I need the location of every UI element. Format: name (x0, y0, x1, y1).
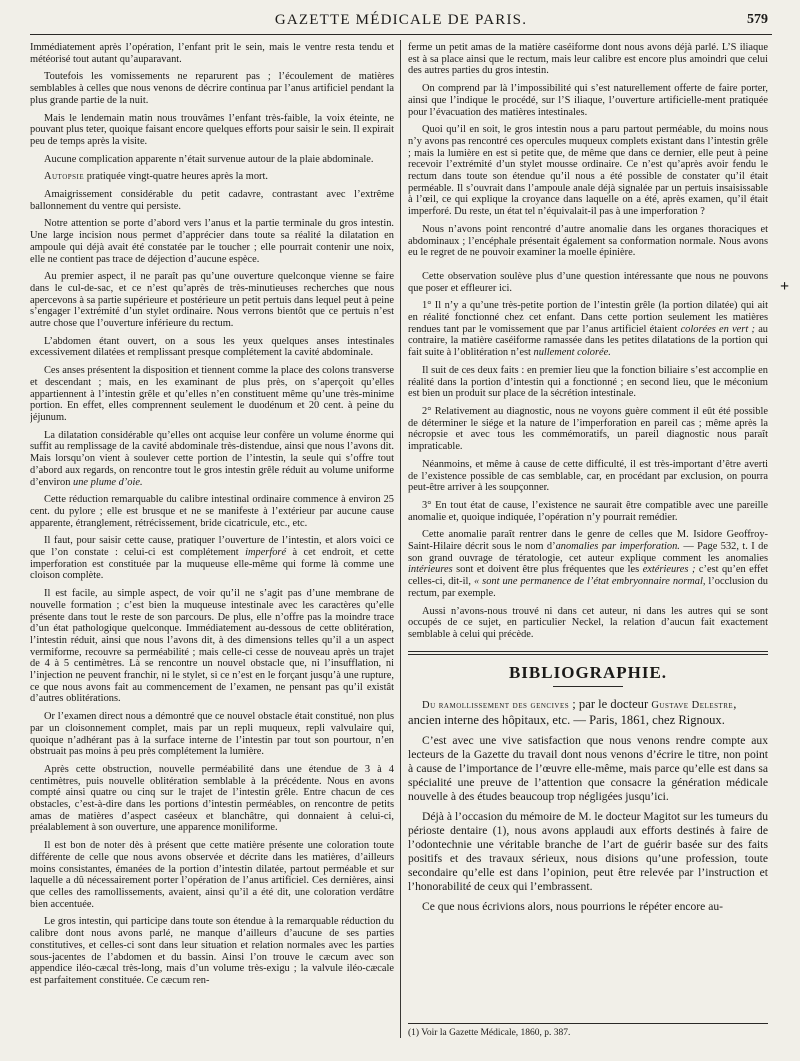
bibliographie-heading: BIBLIOGRAPHIE. (508, 662, 668, 682)
imperforation-text: Il faut, pour saisir cette cause, pratiquer l’ouverture de l’intestin, et alors voici ce que l’on constate : celui-ci est complétement (30, 535, 394, 559)
colorees-text: colorées en vert ; (680, 323, 755, 335)
paragraph: Ces anses présentent la disposition et tiennent comme la place des colons transverse et descendant ; mais, en les examinant de plus près, on s’aperçoit qu’elles appartiennent à l’intestin grêle et qu’elles n’en constituent même qu’une très-minime portion. En effet, elles comprennent seulement le duodénum et 20 cent. à peine du jéjunum. (30, 365, 394, 423)
book-details: , ancien interne des hôpitaux, etc. — Paris, 1861, chez Rignoux. (408, 697, 737, 728)
autopsie-paragraph (30, 171, 394, 183)
paragraph: Le gros intestin, qui participe dans toute son étendue à la remarquable réduction du calibre dont nous avons parlé, ne manque d’ailleurs d’aucune de ses parties constitutives, et celles-ci sont dans leur situation et relation normales avec les parties sous-jacentes de l’abdomen et du bassin. Ainsi l’on trouve le cæcum avec son appendice iléo-cæcal très-long, mais d’un volume très-exigu ; la valvule iléo-cæcale est parfaitement constituée. Ce cæcum ren- (30, 916, 394, 986)
paragraph: Il est facile, au simple aspect, de voir qu’il ne s’agit pas d’une membrane de nouvelle formation ; c’est bien la muqueuse intestinale avec les caractères qu’elle présente dans tout le reste de son parcours. De plus, elle n’offre pas la moindre trace d’un état pathologique quelconque. Immédiatement au-dessous de cette oblitération, l’intestin réduit, ainsi que nous l’avons dit, à des dimensions telles qu’il a un aspect vermiforme, recouvre sa perméabilité ; mais celle-ci cesse de nouveau après un trajet de 4 à 5 centimètres. Là se rencontre un nouvel obstacle que, ni l’insufflation, ni l’injection ne peuvent franchir, ni le stylet, si ce n’est en le forçant jusqu’à une rupture, ce que nous avons fait au commencement de l’examen, ne pensant pas qu’il existât d’autres oblitérations. (30, 588, 394, 705)
paragraph: Or l’examen direct nous a démontré que ce nouvel obstacle était constitué, non plus par un cloisonnement complet, mais par un repli muqueux, repli valvulaire qui, quoique n’adhérant pas à la surface interne de l’intestin par tout son pourtour, n’en obstruait pas moins à peu près complétement la lumière. (30, 711, 394, 758)
interieures-word: intérieures (408, 564, 453, 576)
paragraph: ferme un petit amas de la matière caséiforme dont nous avons déjà parlé. L’S iliaque est à sa place ainsi que le rectum, mais leur calibre est encore plus amoindri que celui des autres parties du gros intestin. (408, 42, 768, 77)
paragraph: Aussi n’avons-nous trouvé ni dans cet auteur, ni dans les autres qui se sont occupés de ce sujet, en particulier Neckel, la relation d’aucun fait exactement semblable à celui qui précède. (408, 605, 768, 640)
section-separator (408, 651, 768, 655)
paragraph: On comprend par là l’impossibilité qui s’est naturellement offerte de faire porter, ainsi que l’indique le procédé, sur l’S iliaque, l’ouverture artificielle-ment pratiquée pour l’évacuation des matières intestinales. (408, 83, 768, 118)
right-column (408, 42, 768, 1042)
paragraph: Au premier aspect, il ne paraît pas qu’une ouverture quelconque vienne se faire dans le cul-de-sac, et ce n’est qu’après de très-minutieuses recherches que nous apercevons à sa partie supérieure et postérieure un petit pertuis dans lequel peut à peine s’engager l’extrémité d’un stylet ordinaire. Nous verrons bientôt que ce pertuis n’est autre chose que l’ouverture inférieure du rectum. (30, 271, 394, 330)
exterieures-word: extérieures ; (642, 564, 696, 576)
point-one-text: 1° Il n’y a qu’une très-petite portion de l’intestin grêle (la portion dilatée) qui ait en réalité fonctionné chez cet enfant. Dans cette portion seulement les matières rendues tant par le vomissement que par l’anus artificiel étaient (408, 300, 768, 335)
permanence-rest: l’occlusion du rectum, par exemple. (408, 576, 768, 599)
paragraph: 3° En tout état de cause, l’existence ne saurait être compatible avec une pareille anomalie et, quoique indiquée, l’opération n’y pourrait remédier. (408, 499, 768, 523)
paragraph: Néanmoins, et même à cause de cette difficulté, il est très-important d’être averti de l’existence possible de cas semblable, car, en procédant par exclusion, on pourra peut-être arriver à les soupçonner. (408, 458, 768, 494)
paragraph: Toutefois les vomissements ne reparurent pas ; l’écoulement de matières semblables à celles que nous venons de décrire continua par l’anus artificiel pendant la plus grande partie de la nuit. (30, 71, 394, 106)
anomalie-text: Cette anomalie paraît rentrer dans le genre de celles que M. Isidore Geoffroy-Saint-Hilaire décrit sous le nom d’ (408, 529, 768, 553)
imperforation-rest: à cet endroit, et cette imperforation est constituée par la muqueuse elle-même qui forme là comme une cloison complète. (30, 547, 394, 582)
paragraph: Ce que nous écrivions alors, nous pourrions le répéter encore au- (422, 900, 724, 914)
paragraph: Amaigrissement considérable du petit cadavre, contrastant avec l’extrême ballonnement du ventre qui persiste. (30, 189, 394, 212)
journal-title: GAZETTE MÉDICALE DE PARIS. (274, 12, 528, 28)
paragraph: Déjà à l’occasion du mémoire de M. le docteur Magitot sur les tumeurs du périoste dentaire (1), nous avons applaudi aux efforts destinés à faire de l’odontechnie une véritable branche de l’art de guérir basée sur des faits positifs et des travaux sérieux, nous disions qu’une profession, toute secondaire qu’elle est dans l’opinion, peut être relevée par l’instruction et l’honorabilité de ceux qui l’embrassent. (408, 810, 768, 894)
left-column (30, 42, 394, 1042)
paragraph: L’abdomen étant ouvert, on a sous les yeux quelques anses intestinales excessivement dilatées et remplissant presque complétement la cavité abdominale. (30, 335, 394, 359)
paragraph: Cette observation soulève plus d’une question intéressante que nous ne pouvons que poser et effleurer ici. (408, 270, 768, 294)
dilatation-paragraph (30, 430, 394, 489)
point-one-paragraph (408, 300, 768, 359)
plume-doie-text: une plume d’oie. (73, 476, 143, 488)
book-reference (408, 697, 768, 728)
paragraph: C’est avec une vive satisfaction que nous venons rendre compte aux lecteurs de la Gazette du travail dont nous venons d’écrire le titre, non point à cause de l’importance de l’œuvre elle-même, mais parce qu’elle est dans sa spécialité une preuve de l’attention que consacre la génération médicale nouvelle à des études beaucoup trop négligées jusqu’ici. (408, 734, 768, 804)
paragraph: Immédiatement après l’opération, l’enfant prit le sein, mais le ventre resta tendu et météorisé tout autant qu’auparavant. (30, 42, 394, 65)
autopsie-label: Autopsie (44, 171, 85, 183)
page-number: 579 (747, 12, 768, 27)
dilatation-text: La dilatation considérable qu’elles ont acquise leur confère un volume énorme qui suffit au remplissage de la cavité abdominale très-distendue, ainsi que nous l’avons dit. Mais lorsqu’on vient à soulever cette portion de l’intestin, la seule qui s’offre tout d’abord aux regards, on rencontre tout le gros intestin grêle réduit au volume uniforme d’environ (30, 429, 394, 488)
anomalie-paragraph (408, 529, 768, 599)
paragraph: Nous n’avons point rencontré d’autre anomalie dans les organes thoraciques et abdominaux ; l’encéphale présentait également sa conformation normale. Nous avons eu le regret de ne pouvoir examiner la moelle épinière. (408, 223, 768, 259)
colorees-rest: au contraire, la matière caséiforme ramassée dans les petites dilatations de la portion qui fait suite à l’oblitération n’est (408, 323, 768, 359)
autopsie-text: pratiquée vingt-quatre heures après la mort. (84, 171, 268, 183)
paragraph: 2° Relativement au diagnostic, nous ne voyons guère comment il eût été possible de déterminer le siége et la nature de l’imperforation en pareil cas ; même après la nécropsie et avec tous les commémoratifs, un pareil diagnostic nous paraît impraticable. (408, 405, 768, 453)
paragraph: Cette réduction remarquable du calibre intestinal ordinaire commence à environ 25 cent. du pylore ; elle est brusque et ne se manifeste à l’extérieur par aucune cause apparente, étranglement, rétrécissement, bride cicatricule, etc., etc. (30, 494, 394, 529)
permanence-quote: « sont une permanence de l’état embryonnaire normal, (473, 576, 706, 588)
paragraph: Notre attention se porte d’abord vers l’anus et la partie terminale du gros intestin. Une large incision nous permet d’apprécier dans toute sa réalité la dilatation en ampoule qui déjà avait été constatée par le toucher ; elle pourrait contenir une noix, elle ne contient pas trace de déjection d’aucune espèce. (30, 218, 394, 265)
paragraph: Mais le lendemain matin nous trouvâmes l’enfant très-faible, la voix éteinte, ne pouvant plus teter, quoique faisant encore quelques efforts pour saisir le sein. Il expirait peu de temps après la visite. (30, 112, 394, 147)
bibliographie-body (408, 734, 768, 914)
book-author: Gustave Delestre (651, 700, 734, 712)
paragraph: Il est bon de noter dès à présent que cette matière présente une coloration toute différente de celle que nous avons observée et décrite dans les matières, d’ailleurs moins consistantes, émanées de la portion d’intestin dilatée, partout perméable et sur laquelle a dû nécessairement porter l’opération de l’anus artificiel. Ces dernières, ainsi que celles des ramollissements, avaient, ainsi qu’il a été dit, une coloration verdâtre bien accentuée. (30, 840, 394, 910)
imperforation-paragraph (30, 535, 394, 582)
column-divider (400, 40, 401, 1038)
page-header (30, 8, 772, 35)
paragraph: Après cette obstruction, nouvelle perméabilité dans une étendue de 3 à 4 centimètres, puis nouvelle oblitération semblable à la précédente. Nous en avons compté ainsi quatre ou cinq sur le trajet de l’intestin grêle. Entre chacun de ces obstacles, c’est-à-dire dans les portions d’intestin perméables, on rencontre de petits amas de matières d’aspect caséeux et blanchâtre, qui donnaient à celui-ci, préalablement à son ouverture, une apparence moniliforme. (30, 763, 394, 834)
imperfore-word: imperforé (245, 547, 287, 559)
paragraph: Aucune complication apparente n’était survenue autour de la plaie abdominale. (44, 153, 374, 165)
paragraph: Quoi qu’il en soit, le gros intestin nous a paru partout perméable, du moins nous n’y avons pas rencontré ces opercules muqueux complets existant dans l’intestin grêle ; mais la lumière en est si petite que, de même que dans ce dernier, elle peut à peine recevoir l’extrémité d’un stylet mousse ordinaire. Ce n’est qu’après avoir fendu le rectum dans toute son étendue qu’il nous a été possible de constater qu’il était perméable. Il s’ouvrait dans l’ampoule anale déjà signalée par un pertuis insaisissable à l’œil, ce qui explique la croyance dans laquelle on a été, après examen, qu’il était imperforé. Du reste, un état tel n’équivalait-il pas à une imperforation ? (408, 124, 768, 218)
paragraph: Il suit de ces deux faits : en premier lieu que la fonction biliaire s’est accomplie en réalité dans la portion d’intestin qui a fonctionné ; en second lieu, que le méconium est bien un produit sur place de la sécrétion intestinale. (408, 364, 768, 400)
margin-mark: + (780, 278, 790, 295)
anomalies-rest: — Page 532, t. I de son grand ouvrage de tératologie, cet auteur explique comment les anomalies (408, 541, 768, 564)
anomalies-imperforation: anomalies par imperforation. (555, 541, 680, 553)
book-by: ; par le docteur (569, 697, 652, 712)
footnote: (1) Voir la Gazette Médicale, 1860, p. 387. (408, 1023, 768, 1039)
nullement-text: nullement colorée. (533, 347, 611, 359)
book-title: Du ramollissement des gencives (422, 700, 570, 712)
interieures-rest: sont et doivent être plus fréquentes que les (452, 564, 643, 576)
heading-rule (553, 686, 623, 687)
exterieures-rest: c’est qu’en effet celles-ci, dit-il, (408, 564, 768, 588)
